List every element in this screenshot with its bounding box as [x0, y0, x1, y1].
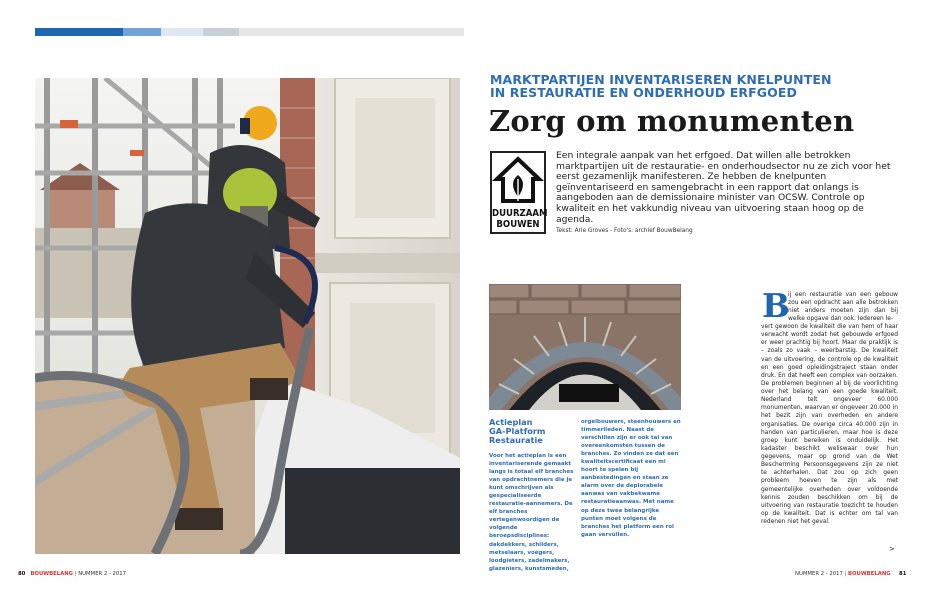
drop-cap: B — [762, 286, 790, 325]
main-photo — [35, 78, 460, 554]
magazine-brand: BOUWBELANG — [848, 571, 891, 577]
detail-photo — [489, 284, 681, 410]
body-paragraph-start: ij een restauratie van een gebouw zou een opdracht aan alle betrokken niet anders moeten zijn dan bij welke opgave dan ook. Iedereen le- — [788, 292, 898, 323]
sidebar-column: orgelbouwers, steenhouwers en timmerlieden. Naast de verschillen zijn er ook tal van overeenkomsten tussen de branches. Zo vinden ze dat een kwaliteitscertificaat een mi hoort te spelen bij aanbestedingen en staan ze alarm over de deplorabele aanwas van vakbekwame restauratieaanwas. Met name op deze twee belangrijke punten moet volgens de branches het platform een rol gaan vervullen. — [581, 419, 681, 538]
restoration-workers-illustration — [35, 78, 460, 554]
footer-separator: | — [74, 571, 77, 577]
header-bar-segment — [123, 28, 161, 36]
page-number: 80 — [18, 571, 26, 577]
footer-right — [795, 571, 906, 577]
photo-credit: Tekst: Arie Groves - Foto's: archief BouwBelang — [556, 228, 693, 234]
logo-text-line: DUURZAAM — [492, 208, 548, 219]
header-bar-segment — [239, 28, 464, 36]
sidebar-title-line: GA-Platform — [489, 426, 546, 436]
article-title: Zorg om monumenten — [489, 104, 855, 138]
issue-label: NUMMER 2 - 2017 — [795, 571, 843, 577]
magazine-brand: BOUWBELANG — [30, 571, 74, 577]
article-intro: Een integrale aanpak van het erfgoed. Dat willen alle betrokken marktpartijen uit de restauratie- en onderhoudsector nu ze zich voor het eerst gezamenlijk manifesteren. Ze hebben de knelpunten geïnventariseerd en samengebracht in een rapport dat onlangs is aangeboden aan de demissionaire minister van OCSW. Controle op kwaliteit en het vakkundig niveau van uitvoering staan hoog op de agenda. — [556, 150, 891, 225]
house-leaf-icon — [492, 155, 544, 207]
sidebar-title-line: Actieplan — [489, 417, 533, 427]
header-bar-segment — [35, 28, 123, 36]
sidebar-title-line: Restauratie — [489, 435, 543, 445]
page-number: 81 — [899, 571, 907, 577]
brick-arch-illustration — [489, 284, 681, 410]
footer-left — [18, 571, 126, 577]
header-bar-segment — [161, 28, 203, 36]
issue-label: NUMMER 2 - 2017 — [78, 571, 127, 577]
sidebar-title — [489, 418, 574, 445]
kicker-line: MARKTPARTIJEN INVENTARISEREN KNELPUNTEN — [490, 72, 832, 87]
footer-separator: | — [844, 571, 847, 577]
body-paragraph: vert gewoon de kwaliteit die van hem of haar verwacht wordt zodat het gebouwde erfgoed er weer prachtig bij hoort. Maar de praktijk is – zoals zo vaak – weerbarstig. De kwaliteit van de uitvoering, de controle op de kwaliteit en een goed opleidingstraject staan onder druk. En dat heeft een complex van oorzaken. De problemen beginnen al bij de voorlichting over het belang van een goede kwaliteit. Nederland telt ongeveer 60.000 monumenten, waarvan er ongeveer 20.000 in het bezit zijn van overheden en andere organisaties. De overige circa 40.000 zijn in handen van particulieren, maar hoe is deze groep kunt bereiken is onduidelijk. Het kadaster beschikt weliswaar over hun gegevens, maar op grond van de Wet Bescherming Persoonsgegevens zijn ze niet te achterhalen. Dat zou op zich geen probleem hoeven te zijn als met gemeentelijke overheden over voldoende kennis zouden beschikken om bij de uitvoering van restauratie toezicht te houden op de kwaliteit. Dat is echter om tal van redenen niet het geval. — [761, 324, 898, 525]
logo-text-line: BOUWEN — [496, 219, 540, 230]
header-bar-segment — [203, 28, 239, 36]
duurzaam-bouwen-logo — [490, 151, 546, 234]
continue-arrow: > — [889, 545, 895, 553]
sidebar-column: Voor het actieplan is een inventariserende gemaakt langs is totaal elf branches van opdrachtnemers die je kunt omschrijven als gespecialiseerde restauratie-aannemers. De elf branches vertegenwoordigen de volgende beroepsdisciplines: dakdekkers, schilders, metselaars, voegers, loodgieters, zadelmakers, glazeniers, kunstsmeden, — [489, 453, 574, 572]
article-kicker — [490, 73, 910, 99]
kicker-line: IN RESTAURATIE EN ONDERHOUD ERFGOED — [490, 85, 797, 100]
